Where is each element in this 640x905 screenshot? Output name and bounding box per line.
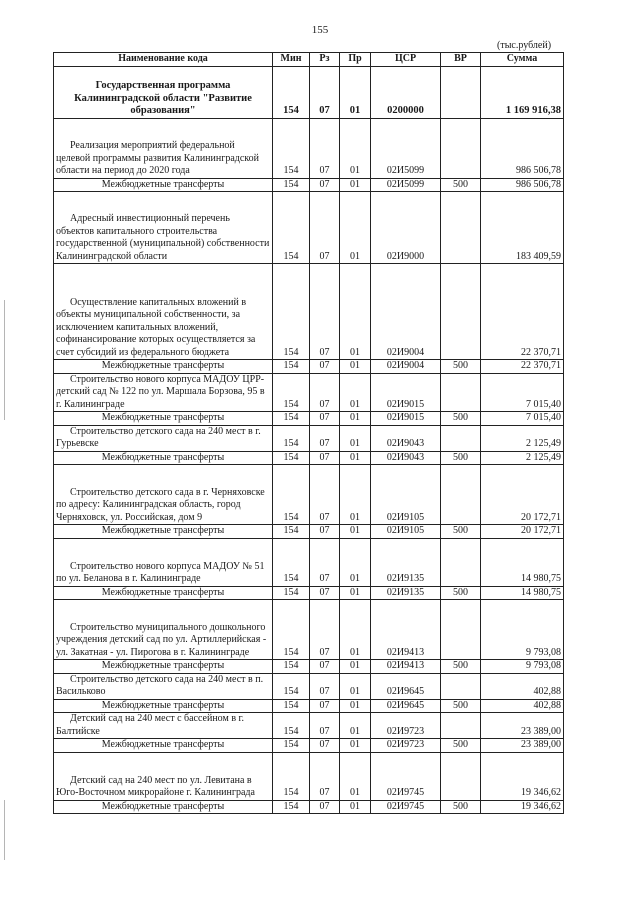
- row-name: [54, 118, 273, 178]
- row-pr: 01: [340, 425, 371, 451]
- row-rz: 07: [310, 660, 340, 674]
- row-name-text: Строительство детского сада в г. Черняховске по адресу: Калининградская область, город Черняховск, ул. Российская, дом 9: [56, 486, 265, 523]
- row-sum: 14 980,75: [481, 586, 564, 600]
- row-name: [54, 192, 273, 264]
- row-pr: 01: [340, 373, 371, 412]
- table-row: [54, 178, 564, 192]
- row-pr: 01: [340, 178, 371, 192]
- row-csr: 02И9015: [371, 373, 441, 412]
- row-min: 154: [273, 118, 310, 178]
- row-rz: 07: [310, 373, 340, 412]
- row-rz: 07: [310, 752, 340, 800]
- row-pr: 01: [340, 713, 371, 739]
- table-row: [54, 360, 564, 374]
- row-sum: 2 125,49: [481, 451, 564, 465]
- row-min: 154: [273, 425, 310, 451]
- row-sum: 9 793,08: [481, 660, 564, 674]
- row-name-text: Строительство муниципального дошкольного учреждения детский сад по ул. Артиллерийская - ул. Закатная - ул. Пирогова в г. Калининграде: [56, 621, 267, 658]
- row-rz: 07: [310, 178, 340, 192]
- row-rz: 07: [310, 264, 340, 360]
- row-min: 154: [273, 360, 310, 374]
- row-name: [54, 800, 273, 814]
- row-rz: 07: [310, 465, 340, 525]
- table-body: [54, 66, 564, 814]
- row-csr: 02И9015: [371, 412, 441, 426]
- row-min: 154: [273, 178, 310, 192]
- row-vr: 500: [441, 525, 481, 539]
- row-name-text: Межбюджетные трансферты: [101, 800, 225, 812]
- table-row: [54, 600, 564, 660]
- row-csr: 02И9135: [371, 586, 441, 600]
- row-rz: 07: [310, 600, 340, 660]
- row-csr: 0200000: [371, 66, 441, 118]
- table-row: [54, 538, 564, 586]
- row-name-text: Государственная программа Калининградской области "Развитие образования": [74, 80, 252, 116]
- row-name-text: Строительство нового корпуса МАДОУ № 51 по ул. Беланова в г. Калининграде: [56, 560, 265, 584]
- row-sum: 402,88: [481, 699, 564, 713]
- row-pr: 01: [340, 192, 371, 264]
- row-min: 154: [273, 699, 310, 713]
- row-pr: 01: [340, 800, 371, 814]
- row-min: 154: [273, 465, 310, 525]
- row-vr: 500: [441, 699, 481, 713]
- row-pr: 01: [340, 538, 371, 586]
- row-sum: 7 015,40: [481, 412, 564, 426]
- row-min: 154: [273, 660, 310, 674]
- row-csr: 02И9413: [371, 660, 441, 674]
- row-rz: 07: [310, 360, 340, 374]
- row-rz: 07: [310, 713, 340, 739]
- row-name-text: Межбюджетные трансферты: [101, 660, 225, 671]
- row-csr: 02И9000: [371, 192, 441, 264]
- row-csr: 02И9645: [371, 699, 441, 713]
- row-name-text: Межбюджетные трансферты: [101, 739, 225, 750]
- header-name: Наименование кода: [54, 53, 273, 67]
- row-vr: 500: [441, 800, 481, 814]
- row-name-text: Межбюджетные трансферты: [101, 699, 225, 711]
- row-pr: 01: [340, 360, 371, 374]
- row-csr: 02И9043: [371, 451, 441, 465]
- table-row: [54, 451, 564, 465]
- row-rz: 07: [310, 425, 340, 451]
- row-name: [54, 412, 273, 426]
- row-vr: 500: [441, 178, 481, 192]
- row-vr: [441, 264, 481, 360]
- row-csr: 02И5099: [371, 178, 441, 192]
- row-csr: 02И9004: [371, 360, 441, 374]
- header-csr: ЦСР: [371, 53, 441, 67]
- row-name: [54, 425, 273, 451]
- row-name: [54, 739, 273, 753]
- row-vr: [441, 465, 481, 525]
- row-csr: 02И9004: [371, 264, 441, 360]
- row-vr: 500: [441, 586, 481, 600]
- row-vr: [441, 600, 481, 660]
- budget-table: [53, 52, 564, 814]
- row-name: [54, 538, 273, 586]
- row-sum: 183 409,59: [481, 192, 564, 264]
- row-rz: 07: [310, 673, 340, 699]
- row-name: [54, 660, 273, 674]
- row-pr: 01: [340, 66, 371, 118]
- row-rz: 07: [310, 538, 340, 586]
- row-min: 154: [273, 66, 310, 118]
- row-vr: [441, 538, 481, 586]
- row-name: [54, 713, 273, 739]
- row-rz: 07: [310, 66, 340, 118]
- page-number: 155: [311, 24, 329, 36]
- table-row: [54, 465, 564, 525]
- row-csr: 02И9745: [371, 800, 441, 814]
- row-min: 154: [273, 673, 310, 699]
- row-sum: 7 015,40: [481, 373, 564, 412]
- table-row: [54, 800, 564, 814]
- row-min: 154: [273, 538, 310, 586]
- row-sum: 986 506,78: [481, 118, 564, 178]
- table-row: [54, 525, 564, 539]
- row-pr: 01: [340, 752, 371, 800]
- row-csr: 02И9043: [371, 425, 441, 451]
- row-min: 154: [273, 192, 310, 264]
- row-name: [54, 699, 273, 713]
- row-rz: 07: [310, 192, 340, 264]
- row-pr: 01: [340, 465, 371, 525]
- row-pr: 01: [340, 525, 371, 539]
- row-name-text: Межбюджетные трансферты: [101, 451, 225, 463]
- row-pr: 01: [340, 739, 371, 753]
- row-name: [54, 373, 273, 412]
- row-vr: [441, 66, 481, 118]
- row-vr: [441, 373, 481, 412]
- row-name: [54, 451, 273, 465]
- row-name: [54, 600, 273, 660]
- row-name: [54, 525, 273, 539]
- row-name-text: Межбюджетные трансферты: [101, 178, 225, 190]
- row-csr: 02И9413: [371, 600, 441, 660]
- row-min: 154: [273, 586, 310, 600]
- row-pr: 01: [340, 600, 371, 660]
- row-rz: 07: [310, 739, 340, 753]
- row-vr: 500: [441, 451, 481, 465]
- row-csr: 02И5099: [371, 118, 441, 178]
- row-vr: [441, 118, 481, 178]
- row-sum: 23 389,00: [481, 713, 564, 739]
- row-vr: [441, 713, 481, 739]
- row-name: [54, 673, 273, 699]
- row-rz: 07: [310, 586, 340, 600]
- table-row: [54, 264, 564, 360]
- row-vr: 500: [441, 660, 481, 674]
- row-name: [54, 752, 273, 800]
- table-row: [54, 118, 564, 178]
- row-min: 154: [273, 752, 310, 800]
- row-pr: 01: [340, 118, 371, 178]
- row-sum: 14 980,75: [481, 538, 564, 586]
- row-rz: 07: [310, 800, 340, 814]
- row-csr: 02И9723: [371, 739, 441, 753]
- row-name-text: Детский сад на 240 мест с бассейном в г. Балтийске: [56, 713, 245, 737]
- header-pr: Пр: [340, 53, 371, 67]
- row-min: 154: [273, 373, 310, 412]
- row-sum: 22 370,71: [481, 360, 564, 374]
- row-csr: 02И9723: [371, 713, 441, 739]
- table-row: [54, 699, 564, 713]
- row-min: 154: [273, 412, 310, 426]
- row-vr: [441, 752, 481, 800]
- header-vr: ВР: [441, 53, 481, 67]
- row-rz: 07: [310, 451, 340, 465]
- row-pr: 01: [340, 673, 371, 699]
- row-min: 154: [273, 800, 310, 814]
- row-pr: 01: [340, 451, 371, 465]
- row-rz: 07: [310, 118, 340, 178]
- row-name-text: Межбюджетные трансферты: [101, 360, 225, 371]
- table-row: [54, 192, 564, 264]
- row-name-text: Адресный инвестиционный перечень объектов капитального строительства государственной (муниципальной) собственности Калининградской области: [56, 213, 270, 262]
- row-min: 154: [273, 525, 310, 539]
- row-name: [54, 178, 273, 192]
- unit-label: (тыс.рублей): [497, 40, 552, 51]
- table-row: [54, 66, 564, 118]
- header-rz: Рз: [310, 53, 340, 67]
- header-min: Мин: [273, 53, 310, 67]
- scan-edge-mark: [4, 300, 5, 420]
- row-name-text: Межбюджетные трансферты: [101, 586, 225, 598]
- row-csr: 02И9105: [371, 525, 441, 539]
- row-sum: 20 172,71: [481, 525, 564, 539]
- row-name: [54, 586, 273, 600]
- row-vr: 500: [441, 739, 481, 753]
- row-vr: 500: [441, 360, 481, 374]
- row-sum: 9 793,08: [481, 600, 564, 660]
- row-sum: 1 169 916,38: [481, 66, 564, 118]
- table-row: [54, 752, 564, 800]
- row-name-text: Строительство детского сада на 240 мест в г. Гурьевске: [56, 425, 261, 449]
- row-pr: 01: [340, 699, 371, 713]
- row-pr: 01: [340, 412, 371, 426]
- row-name-text: Межбюджетные трансферты: [101, 412, 225, 423]
- row-sum: 20 172,71: [481, 465, 564, 525]
- row-sum: 19 346,62: [481, 752, 564, 800]
- table-row: [54, 373, 564, 412]
- row-vr: [441, 192, 481, 264]
- row-rz: 07: [310, 699, 340, 713]
- row-name: [54, 360, 273, 374]
- row-sum: 23 389,00: [481, 739, 564, 753]
- scan-edge-mark: [4, 800, 5, 860]
- row-csr: 02И9645: [371, 673, 441, 699]
- row-min: 154: [273, 600, 310, 660]
- row-name-text: Детский сад на 240 мест по ул. Левитана в Юго-Восточном микрорайоне г. Калининграда: [56, 774, 255, 798]
- row-name: [54, 264, 273, 360]
- row-vr: [441, 673, 481, 699]
- row-name: [54, 465, 273, 525]
- row-name-text: Строительство детского сада на 240 мест в п. Васильково: [56, 673, 264, 697]
- table-row: [54, 739, 564, 753]
- table-row: [54, 713, 564, 739]
- row-rz: 07: [310, 412, 340, 426]
- row-csr: 02И9135: [371, 538, 441, 586]
- row-name: [54, 66, 273, 118]
- row-sum: 986 506,78: [481, 178, 564, 192]
- row-name-text: Строительство нового корпуса МАДОУ ЦРР-детский сад № 122 по ул. Маршала Борзова, 95 в г. Калининграде: [56, 373, 265, 410]
- row-pr: 01: [340, 660, 371, 674]
- table-row: [54, 586, 564, 600]
- row-vr: [441, 425, 481, 451]
- row-name-text: Осуществление капитальных вложений в объекты муниципальной собственности, за исключением капитальных вложений, софинансирование которых осуществляется за счет субсидий из федерального бюджета: [56, 296, 256, 358]
- row-pr: 01: [340, 264, 371, 360]
- header-sum: Сумма: [481, 53, 564, 67]
- row-name-text: Реализация мероприятий федеральной целевой программы развития Калининградской области на период до 2020 года: [56, 140, 260, 176]
- row-csr: 02И9105: [371, 465, 441, 525]
- table-row: [54, 425, 564, 451]
- row-csr: 02И9745: [371, 752, 441, 800]
- table-row: [54, 660, 564, 674]
- row-rz: 07: [310, 525, 340, 539]
- row-min: 154: [273, 713, 310, 739]
- row-sum: 402,88: [481, 673, 564, 699]
- table-header-row: [54, 53, 564, 67]
- table-row: [54, 673, 564, 699]
- row-min: 154: [273, 451, 310, 465]
- row-min: 154: [273, 739, 310, 753]
- row-name-text: Межбюджетные трансферты: [101, 525, 225, 536]
- table-row: [54, 412, 564, 426]
- row-min: 154: [273, 264, 310, 360]
- row-vr: 500: [441, 412, 481, 426]
- row-pr: 01: [340, 586, 371, 600]
- row-sum: 2 125,49: [481, 425, 564, 451]
- row-sum: 22 370,71: [481, 264, 564, 360]
- row-sum: 19 346,62: [481, 800, 564, 814]
